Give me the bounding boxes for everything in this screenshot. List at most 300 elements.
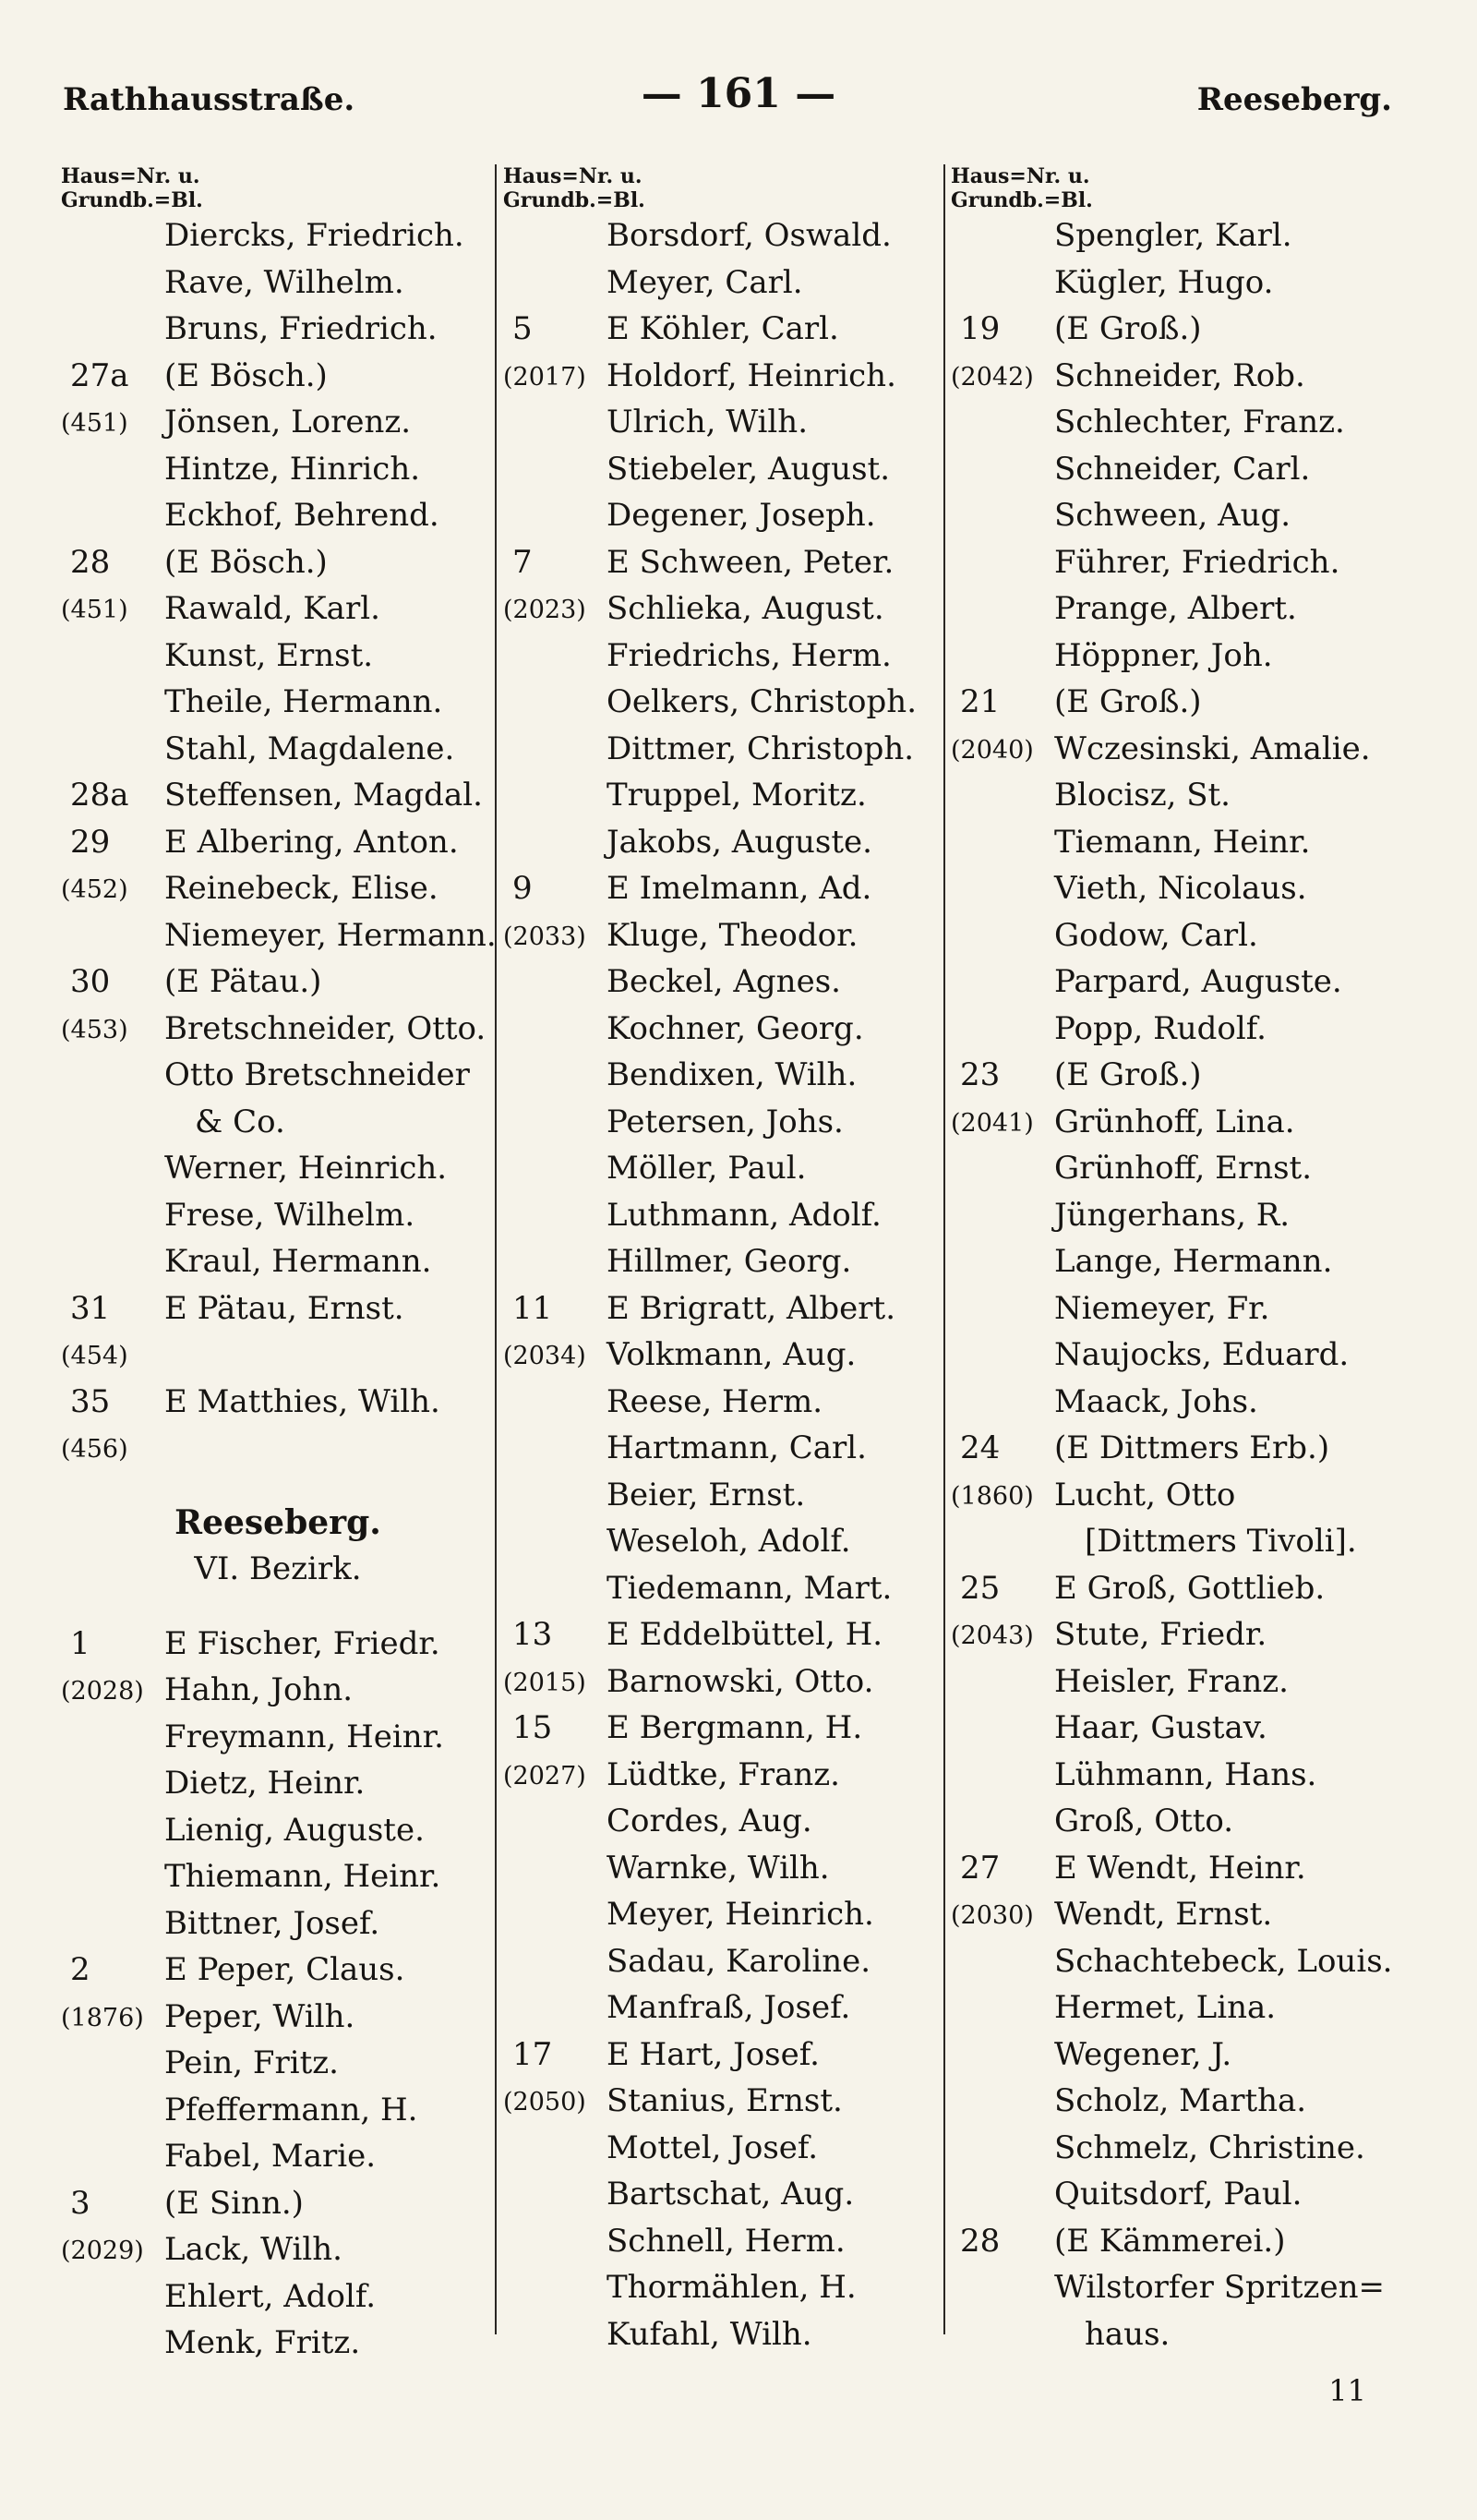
- land-register-number: (2027): [503, 1761, 586, 1791]
- resident-name: Parpard, Auguste.: [1054, 963, 1342, 1000]
- land-register-number: (1860): [951, 1481, 1034, 1511]
- resident-name: E Brigratt, Albert.: [606, 1289, 896, 1327]
- list-item: [61, 1853, 495, 1900]
- list-item: [61, 1192, 495, 1239]
- list-item: [951, 2311, 1422, 2358]
- house-number: 35: [70, 1382, 111, 1420]
- list-item: [503, 1099, 946, 1146]
- resident-name: Lucht, Otto: [1054, 1476, 1236, 1513]
- resident-name: Vieth, Nicolaus.: [1054, 870, 1307, 907]
- resident-name: E Hart, Josef.: [606, 2035, 820, 2073]
- house-number: 21: [960, 683, 1001, 720]
- list-item: [61, 212, 495, 259]
- resident-name: E Groß, Gottlieb.: [1054, 1569, 1326, 1607]
- directory-column-1: [61, 164, 495, 2367]
- land-register-number: (2028): [61, 1677, 144, 1706]
- list-item: [951, 1425, 1422, 1472]
- resident-name: Bruns, Friedrich.: [164, 310, 438, 347]
- list-item: [503, 585, 946, 633]
- list-item: [503, 1285, 946, 1332]
- resident-name: Stanius, Ernst.: [606, 2082, 843, 2119]
- list-item: [503, 633, 946, 680]
- land-register-number: (456): [61, 1435, 128, 1464]
- printer-signature: 11: [1328, 2373, 1366, 2408]
- list-item: [951, 2078, 1422, 2125]
- house-number: 1: [70, 1624, 90, 1662]
- list-item: [61, 1994, 495, 2041]
- resident-name: (E Bösch.): [164, 356, 328, 394]
- list-item: [951, 1518, 1422, 1565]
- resident-name: Tiedemann, Mart.: [606, 1569, 893, 1607]
- list-item: [951, 1099, 1422, 1146]
- list-item: [951, 1611, 1422, 1658]
- land-register-number: (2043): [951, 1622, 1034, 1650]
- list-item: [503, 2264, 946, 2311]
- house-number: 9: [512, 870, 533, 907]
- house-number: 28a: [70, 777, 129, 814]
- resident-name: (E Groß.): [1054, 310, 1202, 347]
- list-item: [503, 1472, 946, 1519]
- house-number: 5: [512, 310, 533, 347]
- resident-name: Grünhoff, Lina.: [1054, 1103, 1295, 1140]
- resident-name: Reese, Herm.: [606, 1382, 823, 1420]
- list-item: [61, 1285, 495, 1332]
- resident-name: Tiemann, Heinr.: [1054, 823, 1311, 861]
- list-item: [503, 959, 946, 1006]
- list-item: [951, 399, 1422, 446]
- column-header-line: Haus=Nr. u.: [61, 164, 200, 188]
- list-item: [951, 819, 1422, 866]
- resident-name: Pfeffermann, H.: [164, 2091, 418, 2128]
- list-item: [61, 1714, 495, 1761]
- list-item: [503, 1192, 946, 1239]
- list-item: [951, 1845, 1422, 1892]
- list-item: [61, 2180, 495, 2227]
- list-item: [503, 819, 946, 866]
- resident-name: Ehlert, Adolf.: [164, 2277, 377, 2315]
- resident-name: Petersen, Johs.: [606, 1103, 844, 1140]
- land-register-number: (2015): [503, 1668, 586, 1697]
- list-item: [503, 1379, 946, 1426]
- list-item: [61, 2273, 495, 2321]
- list-item: [61, 1052, 495, 1099]
- list-item: [951, 306, 1422, 353]
- list-item: [503, 1238, 946, 1285]
- list-item: [951, 2171, 1422, 2218]
- resident-name: Lack, Wilh.: [164, 2231, 342, 2268]
- resident-name: Popp, Rudolf.: [1054, 1009, 1267, 1047]
- resident-name: Schween, Aug.: [1054, 497, 1291, 534]
- list-item: [503, 492, 946, 539]
- list-item: [503, 772, 946, 819]
- resident-name: [Dittmers Tivoli].: [1085, 1523, 1357, 1560]
- resident-name: Peper, Wilh.: [164, 1997, 355, 2035]
- section-title: Reeseberg.: [174, 1502, 381, 1542]
- resident-name: Stiebeler, August.: [606, 450, 890, 488]
- list-item: [951, 633, 1422, 680]
- spacer: [61, 1593, 495, 1621]
- resident-name: Heisler, Franz.: [1054, 1662, 1289, 1700]
- resident-name: Borsdorf, Oswald.: [606, 217, 892, 254]
- list-item: [61, 865, 495, 912]
- list-item: [503, 865, 946, 912]
- list-item: [951, 1705, 1422, 1752]
- column-header-line: Haus=Nr. u.: [503, 164, 642, 188]
- list-item: [951, 1238, 1422, 1285]
- resident-name: Bendixen, Wilh.: [606, 1056, 858, 1093]
- resident-name: Sadau, Karoline.: [606, 1942, 871, 1980]
- list-item: [951, 492, 1422, 539]
- land-register-number: (2023): [503, 596, 586, 624]
- resident-name: Schneider, Rob.: [1054, 356, 1305, 394]
- land-register-number: (2042): [951, 362, 1034, 392]
- list-item: [503, 1611, 946, 1658]
- resident-name: Schmelz, Christine.: [1054, 2128, 1365, 2166]
- list-item: [503, 539, 946, 586]
- resident-name: Schneider, Carl.: [1054, 450, 1311, 488]
- resident-name: Hahn, John.: [164, 1671, 354, 1708]
- resident-name: Möller, Paul.: [606, 1150, 807, 1187]
- directory-column-2: [503, 164, 946, 2357]
- land-register-number: (2040): [951, 735, 1034, 765]
- list-item: [61, 1379, 495, 1426]
- column-header: [61, 164, 495, 212]
- house-number: 28: [70, 543, 111, 581]
- resident-name: Meyer, Carl.: [606, 263, 803, 301]
- resident-name: Truppel, Moritz.: [606, 777, 867, 814]
- resident-name: Haar, Gustav.: [1054, 1709, 1267, 1746]
- page-number: — 161 —: [641, 70, 836, 117]
- list-item: [503, 212, 946, 259]
- list-item: [503, 1798, 946, 1845]
- resident-name: Kufahl, Wilh.: [606, 2315, 812, 2353]
- list-item: [951, 1565, 1422, 1612]
- resident-name: Fabel, Marie.: [164, 2138, 377, 2175]
- resident-name: Lienig, Auguste.: [164, 1811, 425, 1849]
- resident-name: E Bergmann, H.: [606, 1709, 863, 1746]
- column-header-line: Grundb.=Bl.: [61, 188, 203, 212]
- list-item: [503, 446, 946, 493]
- resident-name: Luthmann, Adolf.: [606, 1196, 882, 1234]
- list-item: [61, 2087, 495, 2134]
- resident-name: Kluge, Theodor.: [606, 916, 859, 954]
- list-item: [61, 772, 495, 819]
- list-item: [503, 2171, 946, 2218]
- list-item: [503, 2032, 946, 2079]
- resident-name: Lange, Hermann.: [1054, 1243, 1333, 1280]
- resident-name: E Matthies, Wilh.: [164, 1382, 440, 1420]
- list-item: [503, 1752, 946, 1799]
- resident-name: (E Bösch.): [164, 543, 328, 581]
- house-number: 28: [960, 2222, 1001, 2260]
- list-item: [503, 1938, 946, 1985]
- list-item: [503, 1052, 946, 1099]
- list-item: [503, 1891, 946, 1938]
- resident-name: Beckel, Agnes.: [606, 963, 841, 1000]
- land-register-number: (452): [61, 875, 128, 904]
- resident-name: Schnell, Herm.: [606, 2222, 846, 2260]
- list-item: [503, 1006, 946, 1053]
- resident-name: Mottel, Josef.: [606, 2128, 819, 2166]
- house-number: 19: [960, 310, 1001, 347]
- house-number: 15: [512, 1709, 553, 1746]
- list-item: [61, 539, 495, 586]
- list-item: [61, 2040, 495, 2087]
- list-item: [503, 912, 946, 959]
- column-header-line: Grundb.=Bl.: [951, 188, 1093, 212]
- resident-name: Quitsdorf, Paul.: [1054, 2176, 1303, 2213]
- list-item: [951, 353, 1422, 400]
- resident-name: Diercks, Friedrich.: [164, 217, 464, 254]
- resident-name: Rawald, Karl.: [164, 590, 380, 627]
- resident-name: Scholz, Martha.: [1054, 2082, 1307, 2119]
- resident-name: Beier, Ernst.: [606, 1476, 806, 1513]
- list-item: [61, 399, 495, 446]
- list-item: [61, 446, 495, 493]
- resident-name: Thiemann, Heinr.: [164, 1858, 441, 1895]
- resident-name: Manfraß, Josef.: [606, 1989, 851, 2026]
- running-header-left: Rathhausstraße.: [63, 81, 355, 118]
- resident-name: Maack, Johs.: [1054, 1382, 1258, 1420]
- list-item: [503, 306, 946, 353]
- section-subheading: [61, 1546, 495, 1593]
- list-item: [951, 1285, 1422, 1332]
- land-register-number: (1876): [61, 2003, 144, 2032]
- resident-name: Kochner, Georg.: [606, 1009, 864, 1047]
- land-register-number: (2033): [503, 922, 586, 951]
- resident-name: Lüdtke, Franz.: [606, 1755, 840, 1793]
- land-register-number: (2030): [951, 1901, 1034, 1930]
- resident-name: Jönsen, Lorenz.: [164, 404, 412, 440]
- list-item: [61, 306, 495, 353]
- resident-name: Theile, Hermann.: [164, 683, 443, 720]
- running-header-right: Reeseberg.: [1196, 81, 1392, 118]
- resident-name: Jakobs, Auguste.: [606, 823, 872, 861]
- resident-name: Naujocks, Eduard.: [1054, 1336, 1350, 1373]
- list-item: [503, 2311, 946, 2358]
- list-item: [951, 865, 1422, 912]
- resident-name: Hermet, Lina.: [1054, 1989, 1277, 2026]
- resident-name: Pein, Fritz.: [164, 2044, 339, 2081]
- list-item: [951, 1332, 1422, 1379]
- list-item: [951, 2264, 1422, 2311]
- list-item: [951, 679, 1422, 726]
- resident-name: Reinebeck, Elise.: [164, 870, 438, 907]
- land-register-number: (453): [61, 1015, 128, 1044]
- list-item: [951, 539, 1422, 586]
- resident-name: Schachtebeck, Louis.: [1054, 1942, 1393, 1980]
- resident-name: E Albering, Anton.: [164, 823, 459, 861]
- resident-name: Wendt, Ernst.: [1054, 1896, 1273, 1933]
- resident-name: (E Dittmers Erb.): [1054, 1429, 1330, 1466]
- resident-name: Thormählen, H.: [606, 2269, 857, 2306]
- resident-name: (E Pätau.): [164, 963, 322, 1000]
- list-item: [61, 1425, 495, 1472]
- resident-name: E Köhler, Carl.: [606, 310, 839, 347]
- list-item: [61, 1807, 495, 1854]
- resident-name: Bartschat, Aug.: [606, 2176, 855, 2213]
- resident-name: Godow, Carl.: [1054, 916, 1258, 954]
- land-register-number: (451): [61, 596, 128, 624]
- list-item: [951, 1984, 1422, 2032]
- resident-name: Hillmer, Georg.: [606, 1243, 852, 1280]
- list-item: [503, 1332, 946, 1379]
- list-item: [503, 2078, 946, 2125]
- list-item: [61, 1621, 495, 1668]
- list-item: [61, 1332, 495, 1379]
- list-item: [61, 1238, 495, 1285]
- list-item: [61, 2320, 495, 2367]
- resident-name: Wegener, J.: [1054, 2035, 1232, 2073]
- list-item: [61, 492, 495, 539]
- resident-name: Eckhof, Behrend.: [164, 497, 439, 534]
- list-item: [503, 353, 946, 400]
- house-number: 17: [512, 2035, 553, 2073]
- column-header-line: Grundb.=Bl.: [503, 188, 645, 212]
- list-item: [61, 259, 495, 307]
- section-heading: [61, 1500, 495, 1547]
- resident-name: E Eddelbüttel, H.: [606, 1616, 883, 1653]
- list-item: [61, 1900, 495, 1947]
- resident-name: Kunst, Ernst.: [164, 636, 374, 674]
- resident-name: Friedrichs, Herm.: [606, 636, 892, 674]
- resident-name: Prange, Albert.: [1054, 590, 1297, 627]
- resident-name: Wczesinski, Amalie.: [1054, 729, 1371, 767]
- list-item: [951, 2032, 1422, 2079]
- district-label: VI. Bezirk.: [194, 1550, 362, 1587]
- resident-name: Hintze, Hinrich.: [164, 450, 421, 488]
- land-register-number: (2034): [503, 1342, 586, 1370]
- list-item: [503, 726, 946, 773]
- list-item: [503, 1705, 946, 1752]
- list-item: [61, 1006, 495, 1053]
- resident-name: Rave, Wilhelm.: [164, 263, 404, 301]
- resident-name: Otto Bretschneider: [164, 1056, 470, 1093]
- resident-name: haus.: [1085, 2315, 1171, 2353]
- resident-name: E Wendt, Heinr.: [1054, 1849, 1306, 1887]
- resident-name: Kraul, Hermann.: [164, 1243, 432, 1280]
- resident-name: & Co.: [195, 1103, 285, 1140]
- resident-name: Cordes, Aug.: [606, 1803, 812, 1839]
- resident-name: Höppner, Joh.: [1054, 636, 1273, 674]
- resident-name: Oelkers, Christoph.: [606, 683, 917, 720]
- list-item: [951, 585, 1422, 633]
- house-number: 13: [512, 1616, 553, 1653]
- list-item: [503, 1658, 946, 1706]
- house-number: 24: [960, 1429, 1001, 1466]
- resident-name: E Schween, Peter.: [606, 543, 895, 581]
- resident-name: Weseloh, Adolf.: [606, 1523, 851, 1560]
- list-item: [951, 1052, 1422, 1099]
- list-item: [951, 959, 1422, 1006]
- resident-name: Jüngerhans, R.: [1054, 1196, 1291, 1234]
- spacer: [61, 1472, 495, 1500]
- land-register-number: (2017): [503, 362, 586, 392]
- list-item: [61, 1760, 495, 1807]
- list-item: [503, 1425, 946, 1472]
- resident-name: E Peper, Claus.: [164, 1951, 405, 1988]
- column-header: [951, 164, 1422, 212]
- resident-name: Degener, Joseph.: [606, 497, 876, 534]
- list-item: [61, 1667, 495, 1714]
- list-item: [951, 1379, 1422, 1426]
- resident-name: Freymann, Heinr.: [164, 1718, 444, 1755]
- house-number: 7: [512, 543, 533, 581]
- list-item: [61, 1099, 495, 1146]
- list-item: [61, 726, 495, 773]
- list-item: [951, 1145, 1422, 1192]
- resident-name: Stute, Friedr.: [1054, 1616, 1267, 1653]
- list-item: [503, 1145, 946, 1192]
- resident-name: (E Groß.): [1054, 1056, 1202, 1093]
- column-header: [503, 164, 946, 212]
- resident-name: (E Groß.): [1054, 683, 1202, 720]
- resident-name: Kügler, Hugo.: [1054, 263, 1274, 301]
- list-item: [951, 446, 1422, 493]
- list-item: [951, 772, 1422, 819]
- list-item: [61, 959, 495, 1006]
- resident-name: Ulrich, Wilh.: [606, 404, 809, 440]
- list-item: [951, 1192, 1422, 1239]
- resident-name: Niemeyer, Hermann.: [164, 916, 497, 954]
- list-item: [503, 1518, 946, 1565]
- land-register-number: (2029): [61, 2237, 144, 2265]
- list-item: [951, 1798, 1422, 1845]
- list-item: [61, 819, 495, 866]
- list-item: [61, 1947, 495, 1994]
- list-item: [951, 1006, 1422, 1053]
- house-number: 27a: [70, 356, 129, 394]
- land-register-number: (2041): [951, 1108, 1034, 1138]
- resident-name: Volkmann, Aug.: [606, 1336, 857, 1373]
- house-number: 23: [960, 1056, 1001, 1093]
- resident-name: Holdorf, Heinrich.: [606, 356, 896, 394]
- resident-name: Steffensen, Magdal.: [164, 777, 483, 814]
- list-item: [61, 912, 495, 959]
- resident-name: Barnowski, Otto.: [606, 1662, 874, 1700]
- resident-name: Führer, Friedrich.: [1054, 543, 1340, 581]
- resident-name: Bittner, Josef.: [164, 1904, 380, 1942]
- list-item: [951, 2125, 1422, 2172]
- list-item: [503, 2218, 946, 2265]
- list-item: [61, 2226, 495, 2273]
- resident-name: Bretschneider, Otto.: [164, 1009, 486, 1047]
- resident-name: Lühmann, Hans.: [1054, 1755, 1317, 1793]
- resident-name: E Imelmann, Ad.: [606, 870, 872, 907]
- list-item: [951, 212, 1422, 259]
- list-item: [61, 353, 495, 400]
- resident-name: Blocisz, St.: [1054, 777, 1231, 814]
- list-item: [503, 1565, 946, 1612]
- list-item: [61, 2133, 495, 2180]
- resident-name: Niemeyer, Fr.: [1054, 1289, 1270, 1327]
- house-number: 31: [70, 1289, 111, 1327]
- list-item: [503, 2125, 946, 2172]
- house-number: 29: [70, 823, 111, 861]
- list-item: [61, 679, 495, 726]
- resident-name: Spengler, Karl.: [1054, 217, 1292, 254]
- list-item: [503, 679, 946, 726]
- resident-name: (E Sinn.): [164, 2184, 304, 2222]
- resident-name: (E Kämmerei.): [1054, 2222, 1286, 2260]
- resident-name: E Fischer, Friedr.: [164, 1624, 440, 1662]
- column-header-line: Haus=Nr. u.: [951, 164, 1090, 188]
- list-item: [503, 1845, 946, 1892]
- resident-name: Wilstorfer Spritzen=: [1054, 2269, 1385, 2306]
- resident-name: Meyer, Heinrich.: [606, 1896, 874, 1933]
- list-item: [503, 399, 946, 446]
- column-divider: [495, 164, 497, 2334]
